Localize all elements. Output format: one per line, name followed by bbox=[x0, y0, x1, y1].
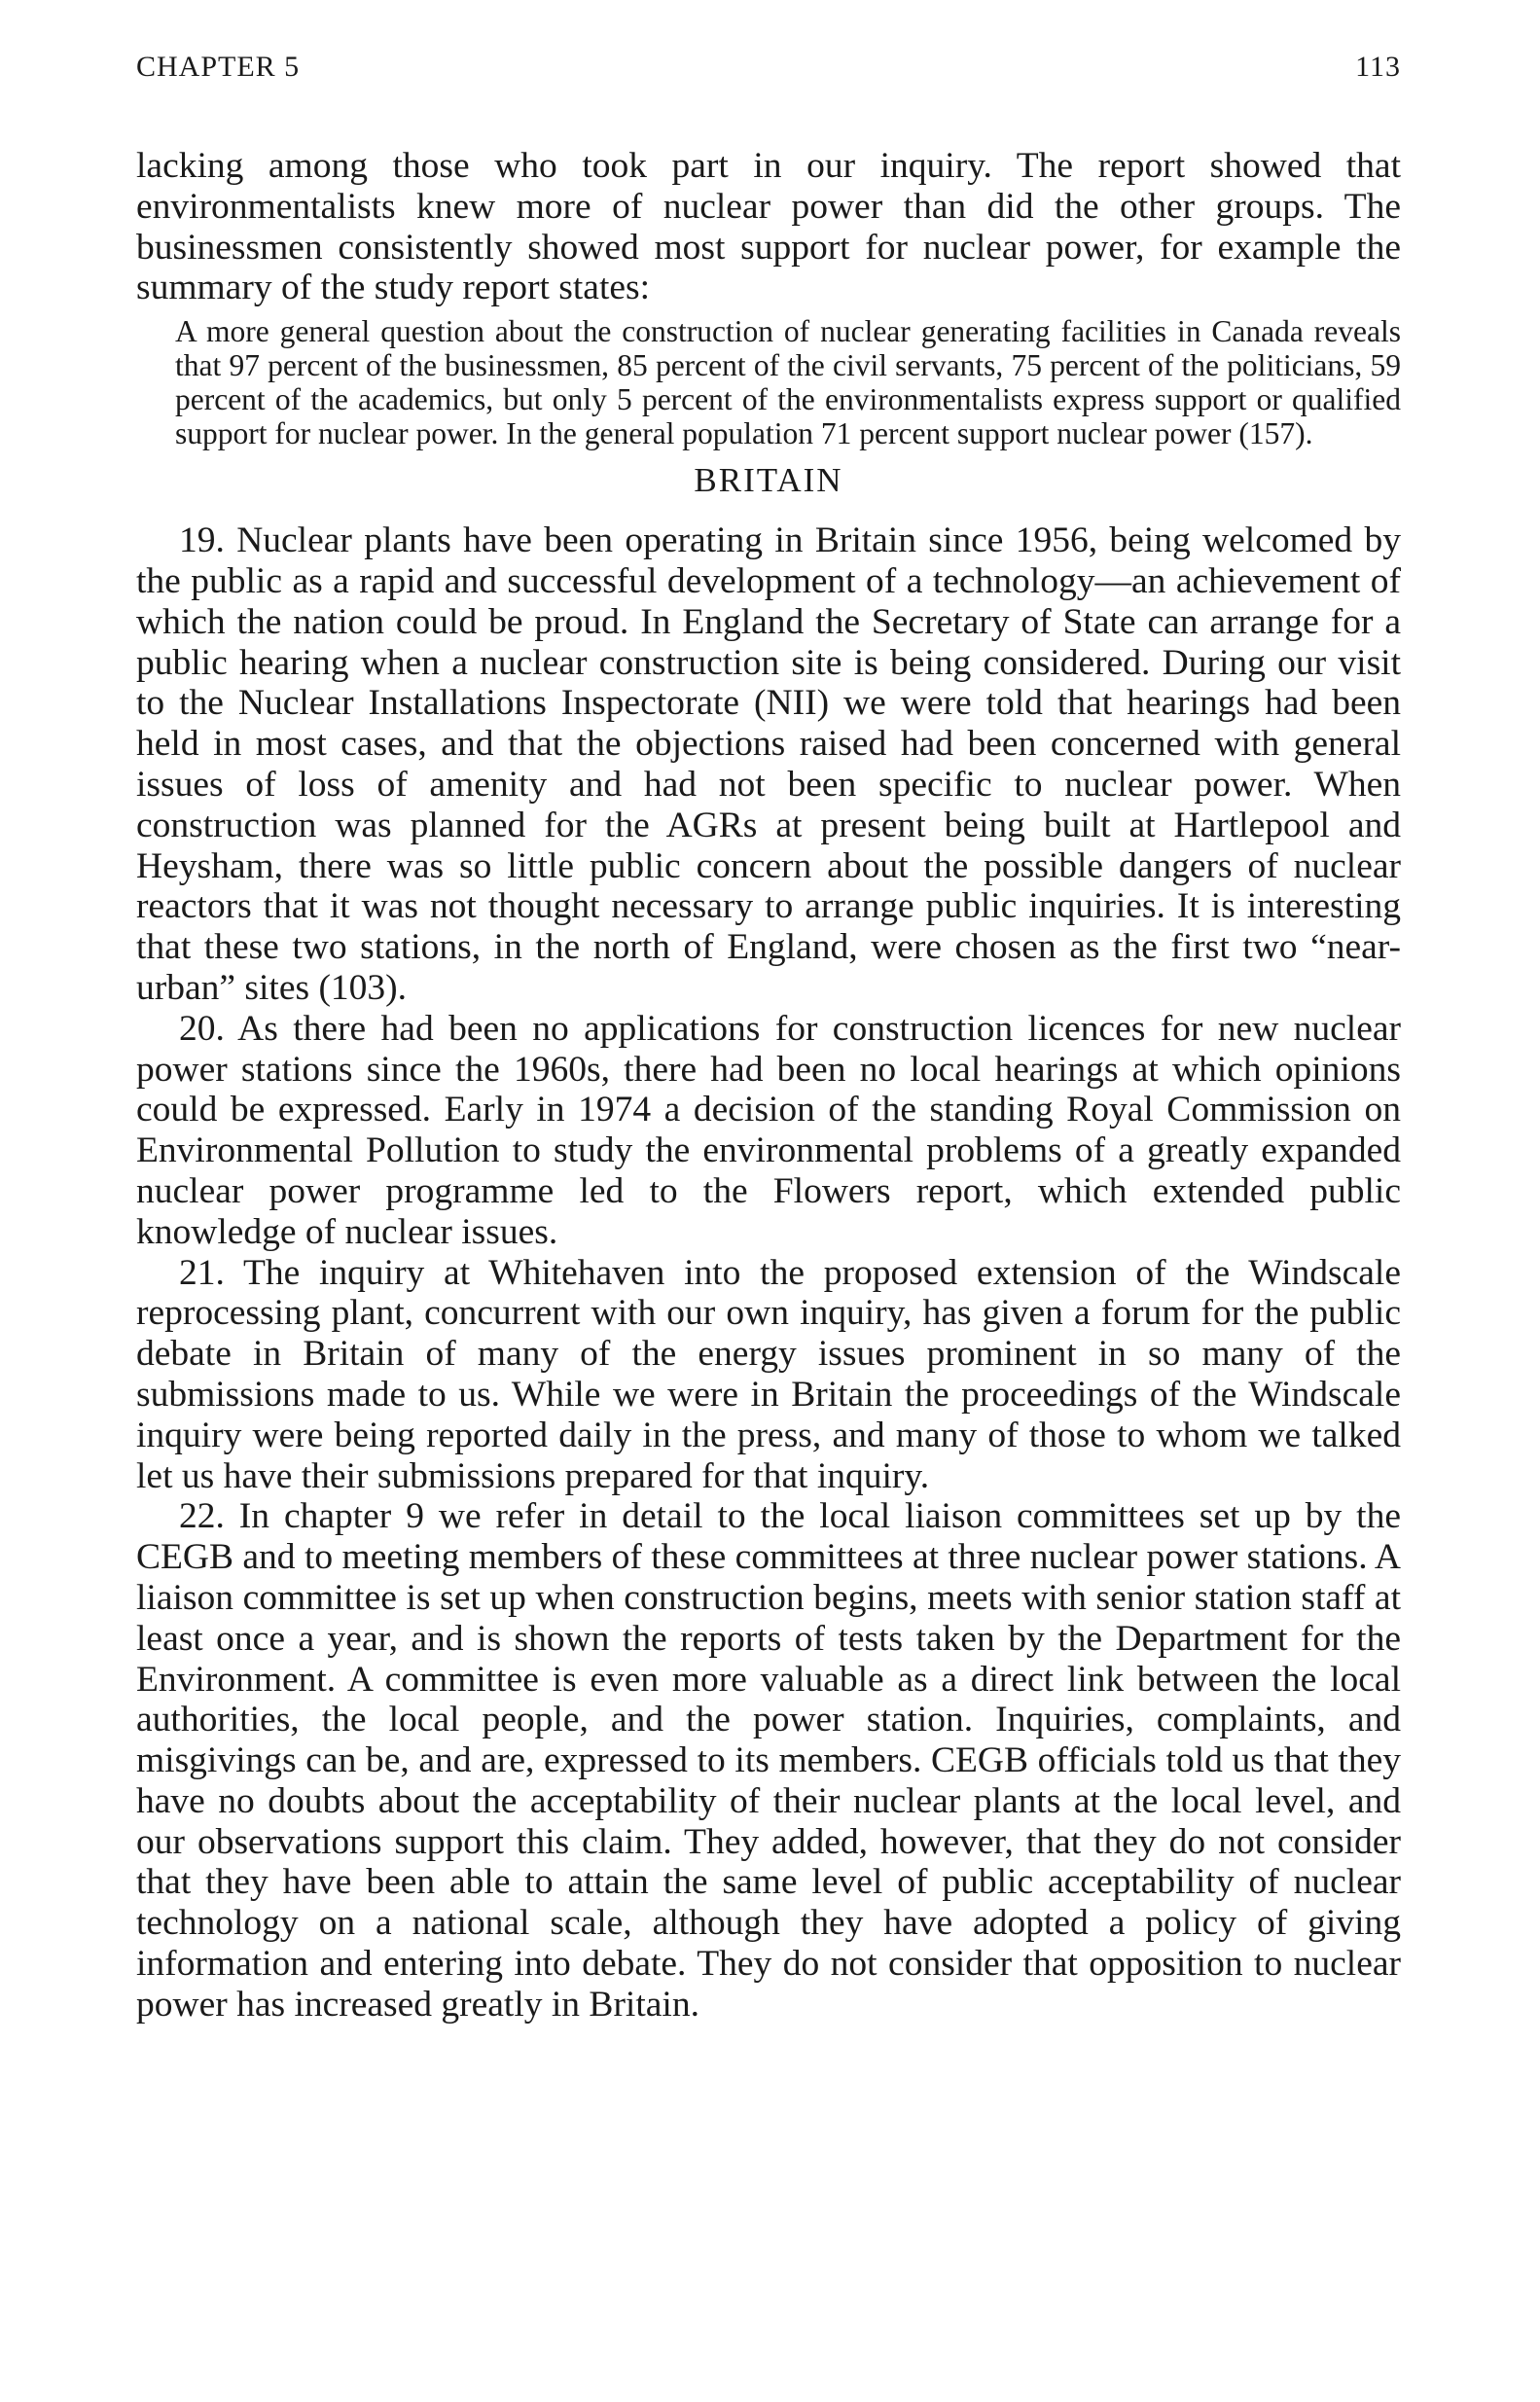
paragraph-19: 19. Nuclear plants have been operating in Britain since 1956, being welcomed by the public as a rapid and successful development of a technology—an achievement of which the nation could be proud. In England the Secretary of State can arrange for a public hearing when a nuclear construction site is being considered. During our visit to the Nuclear Installations Inspectorate (NII) we were told that hearings had been held in most cases, and that the objections raised had been concerned with general issues of loss of amenity and had not been specific to nuclear power. When construction was planned for the AGRs at present being built at Hartlepool and Heysham, there was so little public concern about the possible dangers of nuclear reactors that it was not thought necessary to arrange public inquiries. It is interesting that these two stations, in the north of England, were chosen as the first two “near-urban” sites (103). bbox=[136, 520, 1401, 1008]
body-text bbox=[136, 146, 1401, 2026]
chapter-label: CHAPTER 5 bbox=[136, 51, 301, 83]
block-quote: A more general question about the construction of nuclear generating facilities in Canada reveals that 97 percent of the businessmen, 85 percent of the civil servants, 75 percent of the politicians, 59 percent of the academics, but only 5 percent of the environmentalists express support or qualified support for nuclear power. In the general population 71 percent support nuclear power (157). bbox=[175, 314, 1401, 451]
page-number: 113 bbox=[1355, 51, 1401, 83]
opening-paragraph: lacking among those who took part in our inquiry. The report showed that environmentalists knew more of nuclear power than did the other groups. The businessmen consistently showed most support for nuclear power, for example the summary of the study report states: bbox=[136, 146, 1401, 308]
paragraph-21: 21. The inquiry at Whitehaven into the proposed extension of the Windscale reprocessing plant, concurrent with our own inquiry, has given a forum for the public debate in Britain of many of the energy issues prominent in so many of the submissions made to us. While we were in Britain the proceedings of the Windscale inquiry were being reported daily in the press, and many of those to whom we talked let us have their submissions prepared for that inquiry. bbox=[136, 1252, 1401, 1496]
running-head bbox=[136, 51, 1401, 90]
paragraph-22: 22. In chapter 9 we refer in detail to the local liaison committees set up by the CEGB and to meeting members of these committees at three nuclear power stations. A liaison committee is set up when construction begins, meets with senior station staff at least once a year, and is shown the reports of tests taken by the Department for the Environment. A committee is even more valuable as a direct link between the local authorities, the local people, and the power station. Inquiries, complaints, and misgivings can be, and are, expressed to its members. CEGB officials told us that they have no doubts about the acceptability of their nuclear plants at the local level, and our observations support this claim. They added, however, that they do not consider that they have been able to attain the same level of public acceptability of nuclear technology on a national scale, although they have adopted a policy of giving information and entering into debate. They do not consider that opposition to nuclear power has increased greatly in Britain. bbox=[136, 1496, 1401, 2025]
paragraph-20: 20. As there had been no applications for construction licences for new nuclear power stations since the 1960s, there had been no local hearings at which opinions could be expressed. Early in 1974 a decision of the standing Royal Commission on Environmental Pollution to study the environmental problems of a greatly expanded nuclear power programme led to the Flowers report, which extended public knowledge of nuclear issues. bbox=[136, 1008, 1401, 1252]
section-heading: BRITAIN bbox=[694, 461, 843, 500]
